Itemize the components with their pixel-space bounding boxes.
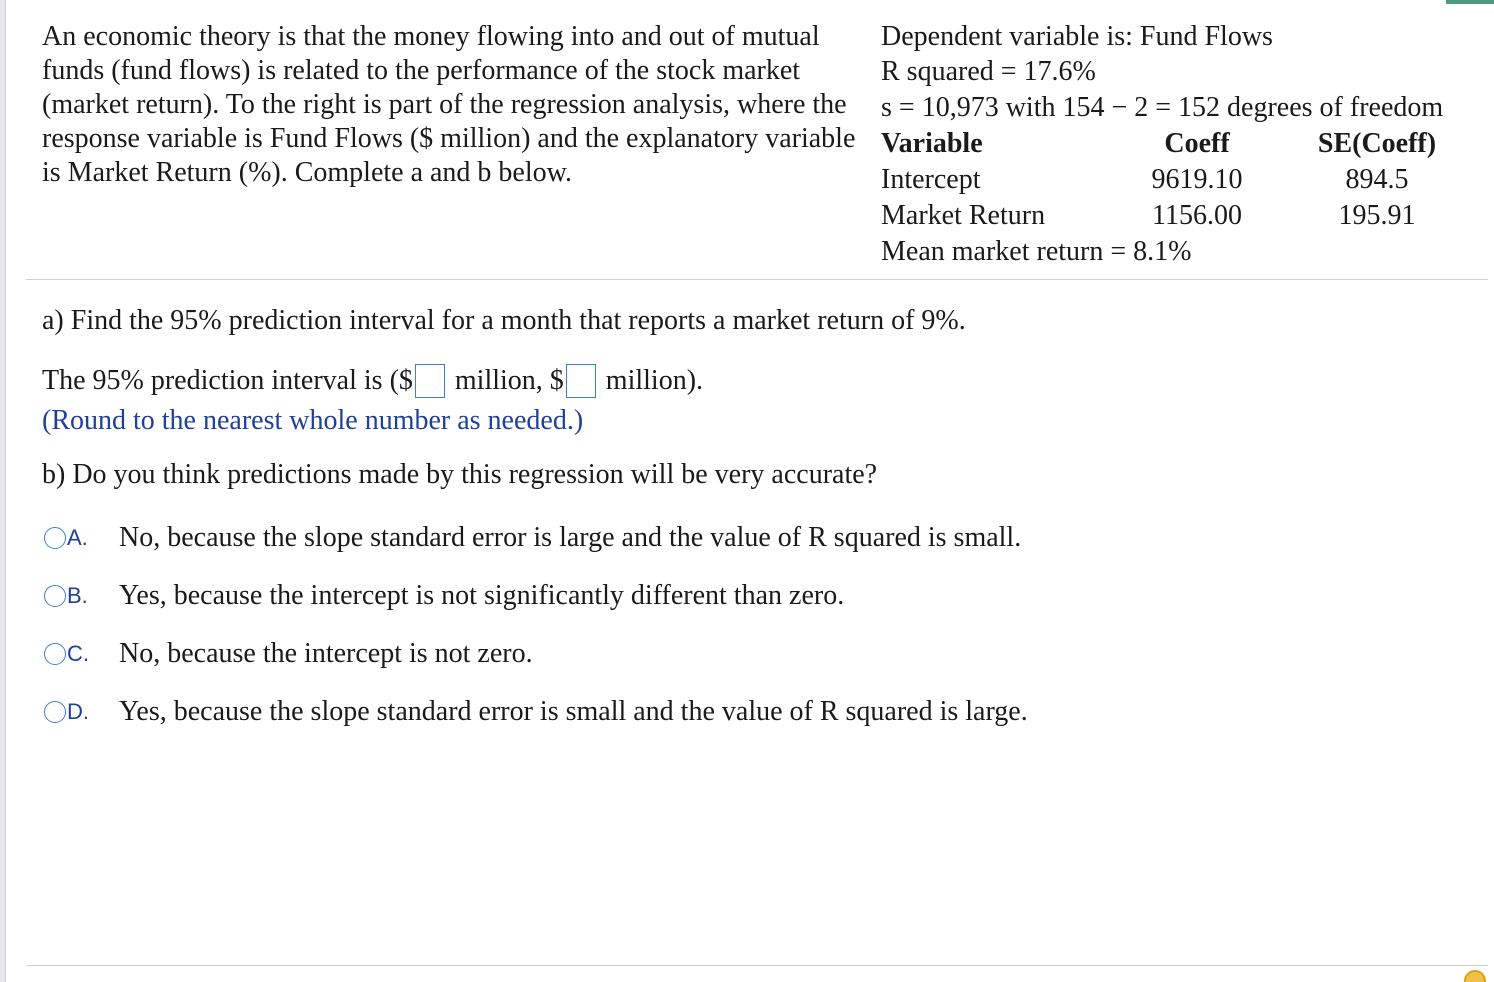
mean-market-return-line: Mean market return = 8.1% [881, 236, 1192, 267]
r-squared-line: R squared = 17.6% [881, 56, 1096, 87]
answer-suffix: million). [605, 365, 704, 396]
rounding-hint: (Round to the nearest whole number as needed.) [42, 405, 584, 436]
section-divider [26, 279, 1488, 280]
option-letter: B. [67, 583, 88, 608]
radio-button-icon[interactable] [44, 527, 66, 549]
regression-table-header [881, 126, 1491, 162]
answer-prefix: The 95% prediction interval is ($ [42, 365, 413, 396]
row-coeff: 9619.10 [1151, 164, 1243, 195]
radio-button-icon[interactable] [44, 585, 66, 607]
answer-mid: million, $ [454, 365, 564, 396]
radio-button-icon[interactable] [44, 701, 66, 723]
help-icon[interactable] [1464, 970, 1486, 982]
option-d[interactable] [44, 696, 1028, 728]
option-c[interactable] [44, 638, 533, 670]
part-a-answer-line [42, 364, 703, 398]
lower-bound-input[interactable] [415, 364, 445, 398]
table-row [881, 162, 1491, 198]
row-se: 195.91 [1338, 200, 1416, 231]
option-letter: A. [67, 525, 88, 550]
bottom-divider [26, 965, 1488, 966]
option-a[interactable] [44, 522, 1021, 554]
option-text: Yes, because the slope standard error is small and the value of R squared is large. [119, 696, 1028, 727]
table-row [881, 198, 1491, 234]
top-accent-bar [1446, 0, 1494, 4]
s-line: s = 10,973 with 154 − 2 = 152 degrees of freedom [881, 92, 1444, 123]
row-coeff: 1156.00 [1152, 200, 1242, 231]
option-text: No, because the slope standard error is large and the value of R squared is small. [119, 522, 1022, 553]
problem-intro: An economic theory is that the money flowing into and out of mutual funds (fund flows) is related to the performance of the stock market (market return). To the right is part of the regression analysis, where the response variable is Fund Flows ($ million) and the explanatory variable is Market Return (%). Complete a and b below. [42, 21, 856, 188]
left-frame-edge [0, 0, 6, 982]
option-text: Yes, because the intercept is not significantly different than zero. [119, 580, 845, 611]
part-b-question: b) Do you think predictions made by this regression will be very accurate? [42, 459, 878, 490]
regression-output [881, 20, 1491, 270]
option-letter: D. [67, 699, 89, 724]
header-coeff: Coeff [1164, 128, 1230, 159]
dependent-variable-line: Dependent variable is: Fund Flows [881, 21, 1273, 52]
header-variable: Variable [881, 128, 983, 159]
option-text: No, because the intercept is not zero. [119, 638, 533, 669]
upper-bound-input[interactable] [566, 364, 596, 398]
option-b[interactable] [44, 580, 844, 612]
row-variable: Intercept [881, 164, 981, 195]
row-se: 894.5 [1345, 164, 1409, 195]
row-variable: Market Return [881, 200, 1046, 231]
part-a-question: a) Find the 95% prediction interval for a month that reports a market return of 9%. [42, 305, 966, 336]
radio-button-icon[interactable] [44, 643, 66, 665]
header-se: SE(Coeff) [1317, 128, 1437, 159]
option-letter: C. [67, 641, 89, 666]
